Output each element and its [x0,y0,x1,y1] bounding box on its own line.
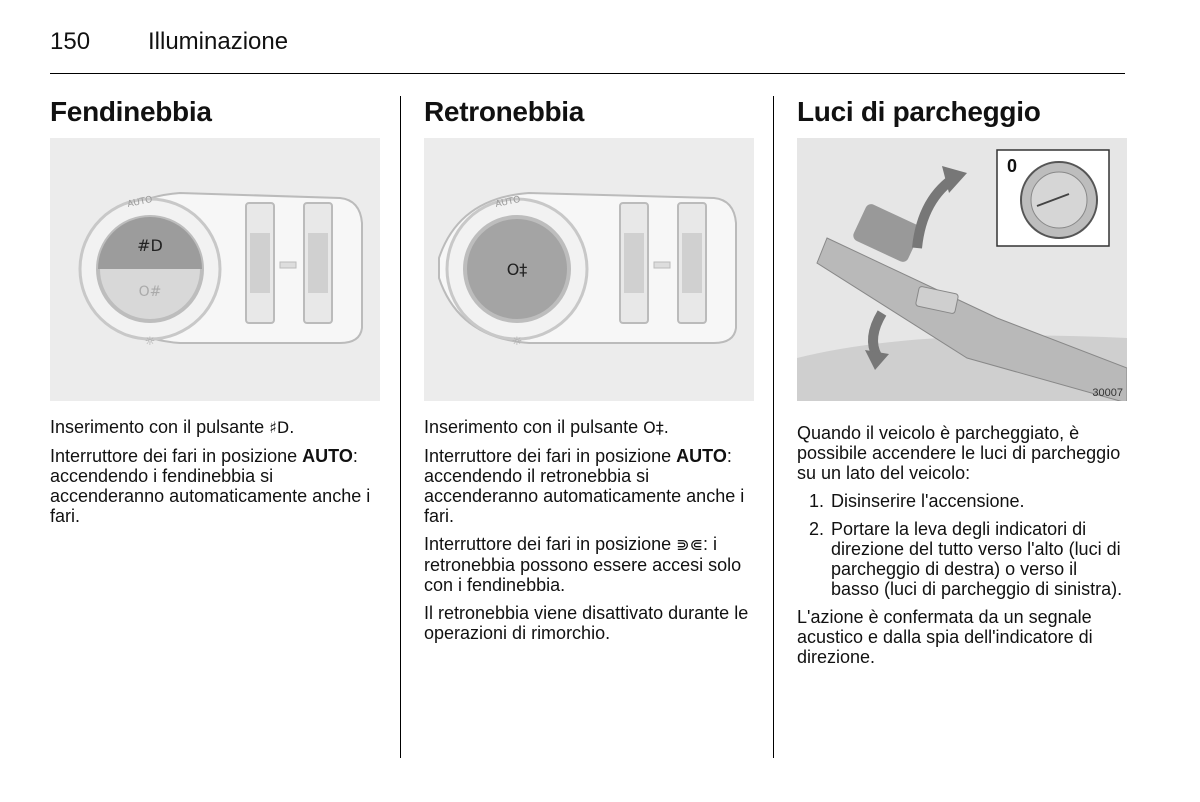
svg-text:0: 0 [1007,156,1018,176]
paragraph: Inserimento con il pulsante O‡. [424,417,669,437]
turn-signal-lever-figure [797,138,1127,401]
page-number: 150 [50,28,91,55]
section-title: Fendinebbia [50,96,212,127]
svg-text:AUTO: AUTO [494,194,522,210]
paragraph: Inserimento con il pulsante ♯D. [50,417,295,437]
light-switch-figure [424,138,754,401]
svg-text:O‡: O‡ [506,260,528,279]
running-title: Illuminazione [148,28,289,55]
page-header [50,26,1125,76]
list-item: 1. Disinserire l'accensione. [829,491,1127,511]
figure-code: 30007 [1092,387,1123,399]
section-title: Retronebbia [424,96,585,127]
steps-list [797,491,1127,599]
paragraph: Interruttore dei fari in posizione ⋑⋐: i retronebbia possono essere accesi solo con i fendinebbia. [424,534,742,595]
paragraph: Interruttore dei fari in posizione AUTO: accendendo il retronebbia si accenderanno automaticamente anche i fari. [424,446,745,526]
svg-text:#D: #D [137,236,163,255]
paragraph: Quando il veicolo è parcheggiato, è possibile accendere le luci di parcheggio su un lato del veicolo: [797,423,1121,483]
header-rule [50,73,1125,74]
list-item: 2. Portare la leva degli indicatori di direzione del tutto verso l'alto (luci di parcheggio di destra) o verso il basso (luci di parcheggio di sinistra). [829,519,1127,599]
svg-text:O#: O# [138,284,162,300]
svg-text:☼: ☼ [511,334,523,348]
svg-text:☼: ☼ [144,334,156,348]
section-luci-di-parcheggio [797,92,1127,675]
paragraph: Il retronebbia viene disattivato durante le operazioni di rimorchio. [424,603,749,643]
light-switch-figure [50,138,380,401]
svg-text:AUTO: AUTO [126,194,154,210]
column-divider [400,96,401,758]
section-fendinebbia [50,92,380,534]
paragraph: Interruttore dei fari in posizione AUTO: accendendo i fendinebbia si accenderanno automaticamente anche i fari. [50,446,371,526]
column-divider [773,96,774,758]
paragraph: L'azione è confermata da un segnale acustico e dalla spia dell'indicatore di direzione. [797,607,1093,667]
section-title: Luci di parcheggio [797,96,1041,127]
section-retronebbia [424,92,754,651]
